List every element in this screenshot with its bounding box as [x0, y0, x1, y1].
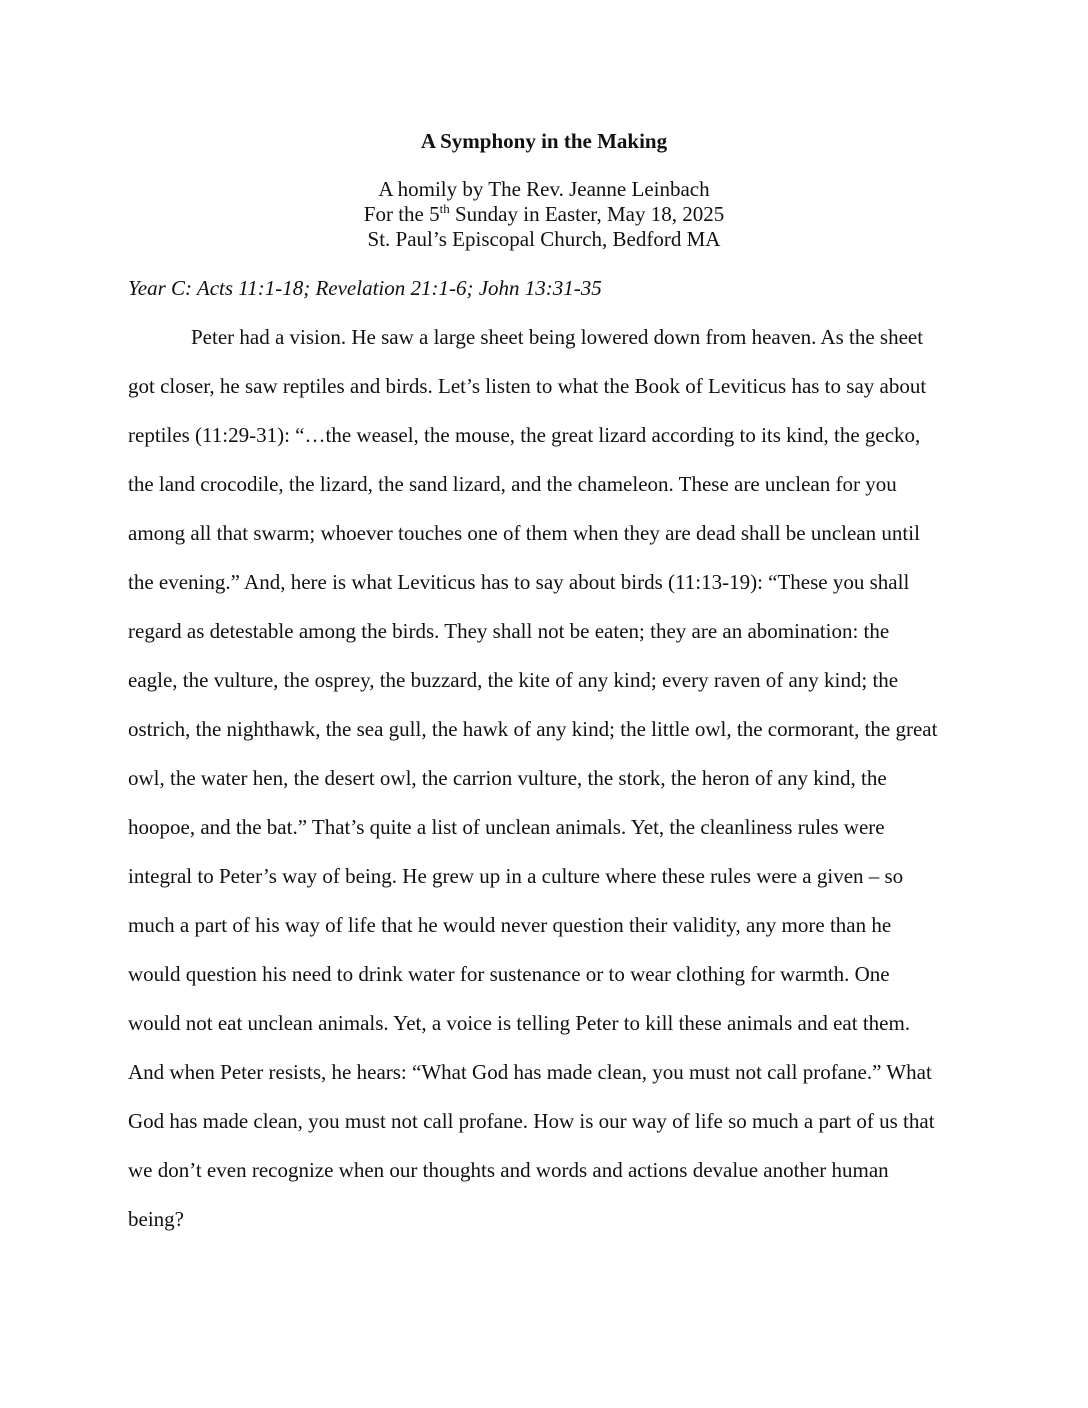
body-text-line: much a part of his way of life that he would never question their validity, any more than he — [128, 913, 892, 937]
body-text-line: Peter had a vision. He saw a large sheet being lowered down from heaven. As the sheet — [191, 325, 924, 349]
body-text-line: God has made clean, you must not call profane. How is our way of life so much a part of us that — [128, 1109, 935, 1133]
body-text-line: regard as detestable among the birds. They shall not be eaten; they are an abomination: the — [128, 619, 890, 643]
ordinal-suffix: th — [439, 201, 450, 216]
body-text-line: among all that swarm; whoever touches one of them when they are dead shall be unclean until — [128, 521, 920, 545]
occasion-suffix: Sunday in Easter, May 18, 2025 — [449, 202, 725, 226]
body-text-line: eagle, the vulture, the osprey, the buzzard, the kite of any kind; every raven of any kind; the — [128, 668, 899, 692]
body-text-line: integral to Peter’s way of being. He grew up in a culture where these rules were a given – so — [128, 864, 904, 888]
body-text-line: reptiles (11:29-31): “…the weasel, the mouse, the great lizard according to its kind, the gecko, — [128, 423, 921, 447]
homily-body — [128, 324, 968, 1255]
body-text-line: got closer, he saw reptiles and birds. Let’s listen to what the Book of Leviticus has to say about — [128, 374, 927, 398]
lectionary-readings: Year C: Acts 11:1-18; Revelation 21:1-6; John 13:31-35 — [128, 276, 602, 300]
body-text-line: would question his need to drink water for sustenance or to wear clothing for warmth. One — [128, 962, 890, 986]
body-text-line: being? — [128, 1207, 184, 1231]
occasion-prefix: For the 5 — [363, 202, 440, 226]
body-text-line: the evening.” And, here is what Leviticus has to say about birds (11:13-19): “These you shall — [128, 570, 910, 594]
document-header-block — [0, 177, 1088, 252]
body-text-line: And when Peter resists, he hears: “What God has made clean, you must not call profane.” What — [128, 1060, 932, 1084]
body-text-line: the land crocodile, the lizard, the sand lizard, and the chameleon. These are unclean for you — [128, 472, 897, 496]
body-text-line: ostrich, the nighthawk, the sea gull, the hawk of any kind; the little owl, the cormorant, the great — [128, 717, 938, 741]
location-line: St. Paul’s Episcopal Church, Bedford MA — [367, 227, 721, 251]
byline: A homily by The Rev. Jeanne Leinbach — [378, 177, 710, 201]
document-title: A Symphony in the Making — [420, 129, 668, 153]
body-text-line: would not eat unclean animals. Yet, a voice is telling Peter to kill these animals and eat them. — [128, 1011, 911, 1035]
body-text-line: owl, the water hen, the desert owl, the carrion vulture, the stork, the heron of any kind, the — [128, 766, 887, 790]
body-text-line: we don’t even recognize when our thoughts and words and actions devalue another human — [128, 1158, 889, 1182]
body-text-line: hoopoe, and the bat.” That’s quite a list of unclean animals. Yet, the cleanliness rules were — [128, 815, 885, 839]
occasion-line — [0, 202, 1088, 227]
